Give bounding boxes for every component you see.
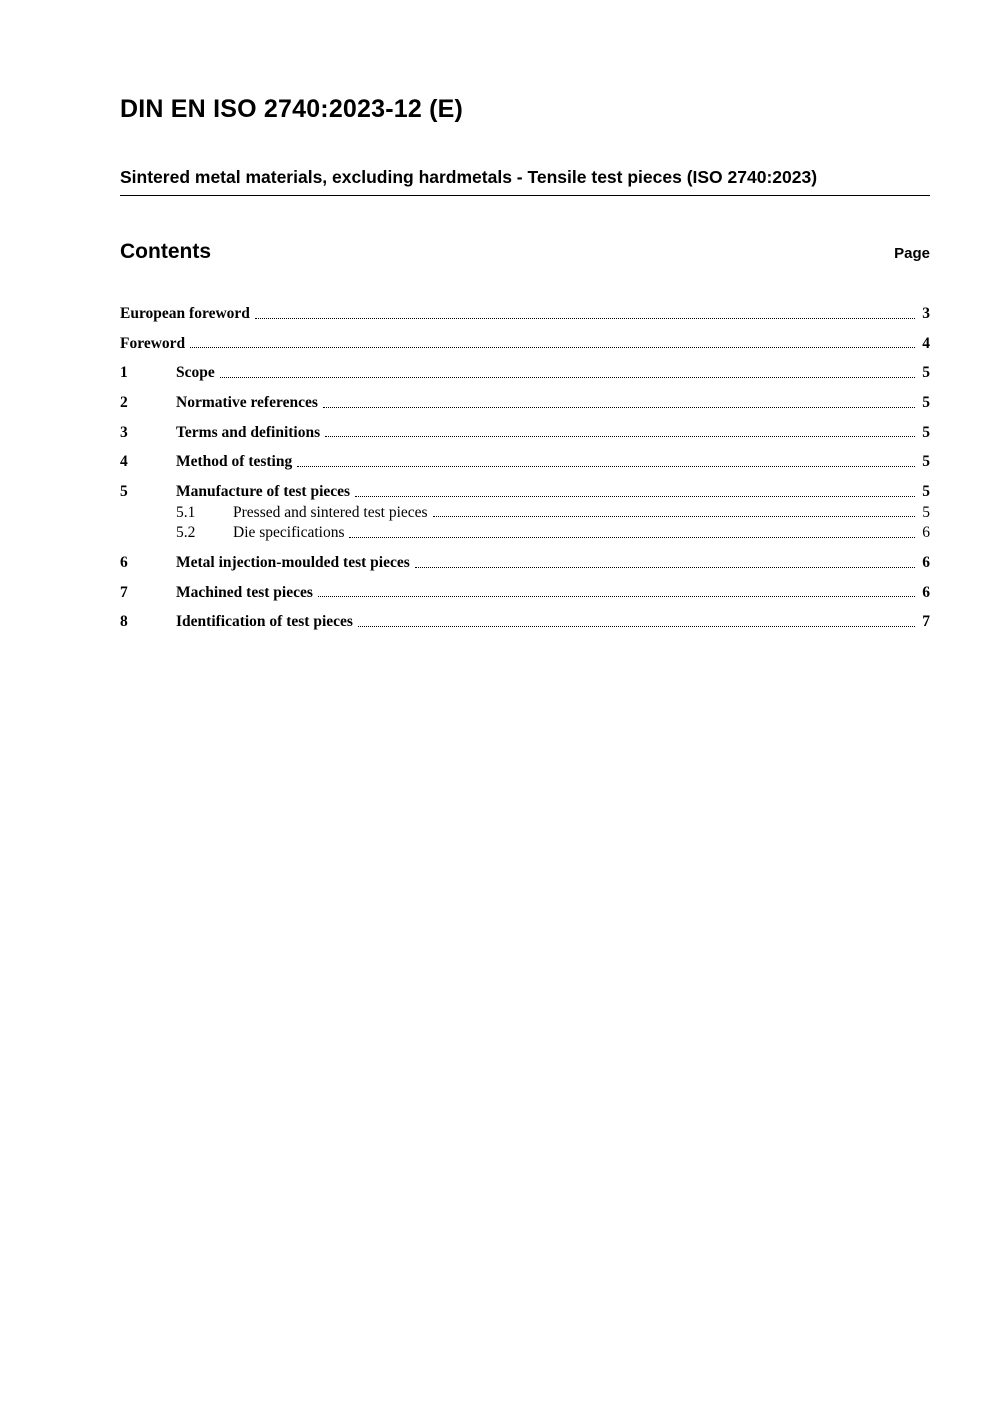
toc-entry-page: 5 bbox=[922, 364, 930, 382]
toc-entry-title: Metal injection-moulded test pieces bbox=[176, 554, 410, 572]
toc-entry-page: 6 bbox=[922, 554, 930, 572]
toc-entry-title: Foreword bbox=[120, 334, 186, 352]
toc-dot-leader bbox=[297, 466, 915, 467]
toc-list bbox=[120, 304, 930, 632]
toc-entry bbox=[120, 523, 930, 543]
toc-entry bbox=[120, 503, 930, 523]
toc-entry-title: Machined test pieces bbox=[176, 583, 313, 601]
toc-entry-number: 7 bbox=[120, 583, 128, 601]
toc-entry-number: 5 bbox=[120, 483, 128, 501]
toc-entry bbox=[120, 482, 930, 502]
toc-entry-number: 2 bbox=[120, 394, 128, 412]
toc-entry-title: European foreword bbox=[120, 305, 250, 322]
toc-entry-title: Pressed and sintered test pieces bbox=[233, 503, 428, 521]
toc-entry-page: 7 bbox=[922, 613, 930, 631]
toc-entry bbox=[120, 393, 930, 413]
toc-entry-page: 6 bbox=[922, 524, 930, 542]
toc-dot-leader bbox=[355, 496, 915, 497]
toc-entry bbox=[120, 553, 930, 573]
toc-entry-page: 5 bbox=[922, 503, 930, 521]
contents-heading: Contents bbox=[120, 240, 211, 263]
toc-entry-page: 5 bbox=[922, 483, 930, 501]
toc-entry-title: Manufacture of test pieces bbox=[176, 483, 351, 501]
doc-title-block bbox=[120, 167, 930, 196]
toc-entry-number: 4 bbox=[120, 453, 128, 471]
toc-entry-number: 3 bbox=[120, 423, 128, 441]
toc-dot-leader bbox=[220, 377, 915, 378]
toc-entry bbox=[120, 583, 930, 603]
toc-dot-leader bbox=[318, 596, 915, 597]
doc-title: Sintered metal materials, excluding hardmetals - Tensile test pieces (ISO 2740:2023) bbox=[120, 167, 818, 187]
toc-entry-number: 5.2 bbox=[176, 524, 196, 542]
toc-entry-title: Die specifications bbox=[233, 524, 345, 542]
toc-entry bbox=[120, 363, 930, 383]
doc-number: DIN EN ISO 2740:2023-12 (E) bbox=[120, 95, 464, 123]
toc-entry-page: 5 bbox=[922, 453, 930, 471]
page-column-label: Page bbox=[894, 245, 930, 262]
toc-dot-leader bbox=[433, 516, 915, 517]
toc-entry-number: 1 bbox=[120, 364, 128, 382]
toc-entry-page: 6 bbox=[922, 583, 930, 601]
toc-dot-leader bbox=[190, 347, 915, 348]
toc-dot-leader bbox=[323, 407, 915, 408]
toc-entry bbox=[120, 304, 930, 324]
toc-entry-page: 3 bbox=[922, 305, 930, 322]
toc-entry-number: 6 bbox=[120, 554, 128, 572]
toc-entry bbox=[120, 452, 930, 472]
toc-entry-title: Identification of test pieces bbox=[176, 613, 353, 631]
toc-dot-leader bbox=[358, 626, 915, 627]
toc-dot-leader bbox=[255, 318, 915, 319]
contents-header bbox=[120, 240, 930, 264]
toc-entry-number: 5.1 bbox=[176, 503, 196, 521]
toc-dot-leader bbox=[415, 567, 915, 568]
toc-entry-title: Scope bbox=[176, 364, 215, 382]
toc-dot-leader bbox=[349, 537, 915, 538]
toc-entry-title: Method of testing bbox=[176, 453, 293, 471]
toc-entry-number: 8 bbox=[120, 613, 128, 631]
toc-entry-title: Normative references bbox=[176, 394, 318, 412]
toc-dot-leader bbox=[325, 436, 915, 437]
toc-entry bbox=[120, 612, 930, 632]
toc-entry-title: Terms and definitions bbox=[176, 423, 321, 441]
toc-entry-page: 5 bbox=[922, 423, 930, 441]
toc-entry bbox=[120, 423, 930, 443]
toc-entry-page: 5 bbox=[922, 394, 930, 412]
toc-entry-page: 4 bbox=[922, 334, 930, 352]
toc-entry bbox=[120, 334, 930, 354]
